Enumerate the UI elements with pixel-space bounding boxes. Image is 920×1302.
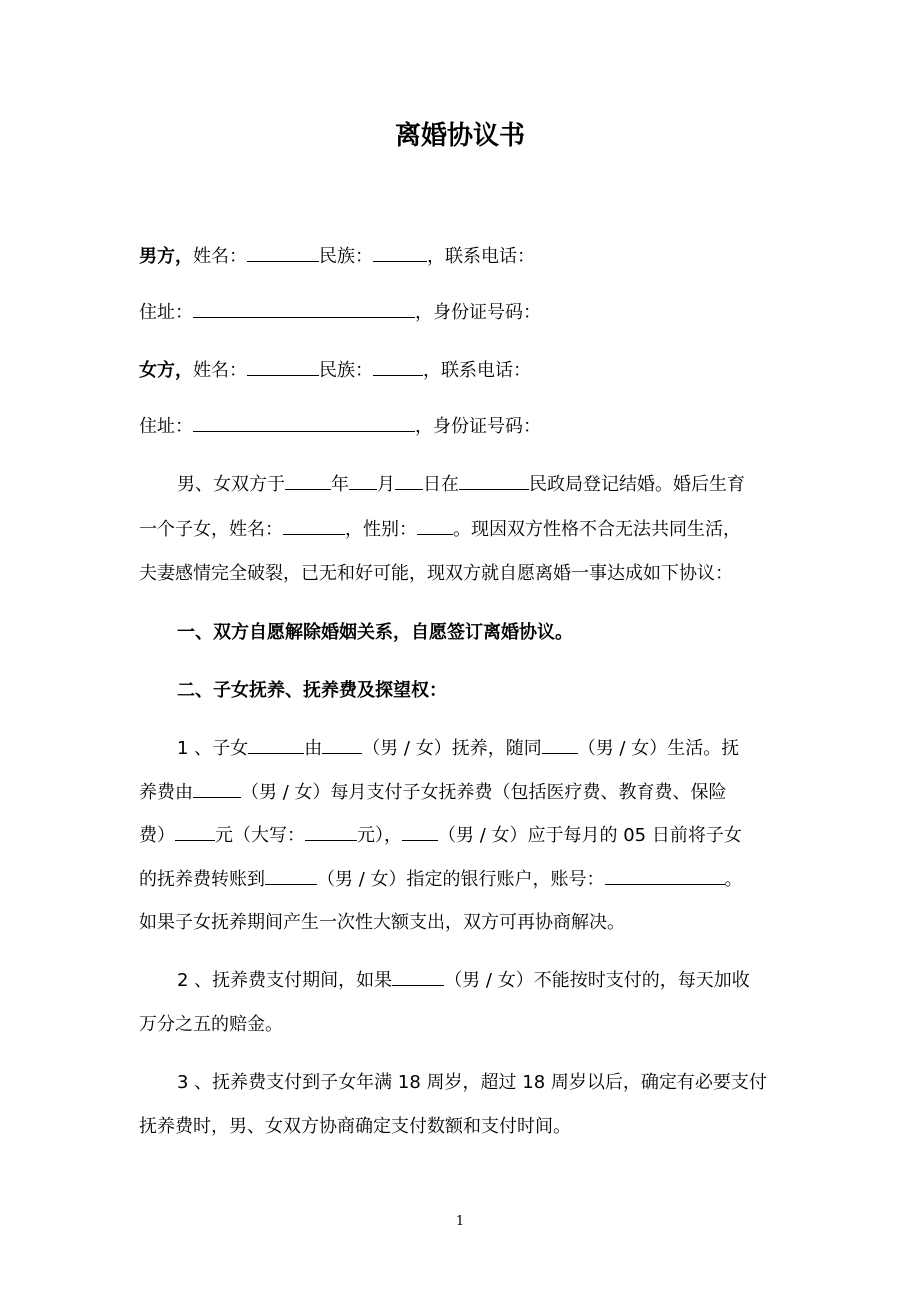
intro-line-1 — [177, 471, 745, 499]
payer-blank — [193, 779, 241, 798]
woman-name-blank — [247, 357, 319, 376]
man-party-label: 男方 — [139, 246, 175, 267]
intro-text: 月 — [377, 474, 395, 495]
man-ethnic-blank — [373, 243, 427, 262]
amount-blank — [175, 822, 215, 841]
item-1-line-4 — [139, 866, 743, 894]
man-address-blank — [193, 299, 415, 318]
item-text: （男 / 女）每月支付子女抚养费（包括医疗费、教育费、保险 — [241, 782, 727, 803]
item-3-line-1: 3 、抚养费支付到子女年满 18 周岁，超过 18 周岁以后，确定有必要支付 — [177, 1072, 767, 1093]
woman-ethnic-blank — [373, 357, 423, 376]
item-2-line-2: 万分之五的赔金。 — [139, 1014, 283, 1035]
defaulter-blank — [392, 967, 444, 986]
woman-address-label: 住址： — [139, 416, 193, 437]
man-ethnic-label: 民族： — [319, 246, 373, 267]
child-gender-blank — [417, 516, 453, 535]
amount-words-blank — [305, 822, 357, 841]
intro-text: 日在 — [423, 474, 459, 495]
woman-ethnic-label: 民族： — [319, 360, 373, 381]
intro-text: 民政局登记结婚。婚后生育 — [529, 474, 745, 495]
day-blank — [395, 471, 423, 490]
item-text: （男 / 女）应于每月的 05 日前将子女 — [438, 825, 742, 846]
intro-text: 男、女双方于 — [177, 474, 285, 495]
intro-line-3: 夫妻感情完全破裂，已无和好可能，现双方就自愿离婚一事达成如下协议： — [139, 563, 733, 584]
account-blank — [605, 866, 725, 885]
item-text: 2 、抚养费支付期间，如果 — [177, 970, 393, 991]
intro-text: 。现因双方性格不合无法共同生活， — [453, 519, 741, 540]
item-text: 元）， — [357, 825, 402, 846]
man-phone-label: ，联系电话： — [427, 246, 535, 267]
item-text: 费） — [139, 825, 175, 846]
intro-text: 一个子女，姓名： — [139, 519, 283, 540]
woman-name-label: 姓名： — [193, 360, 247, 381]
item-text: （男 / 女）生活。抚 — [577, 738, 740, 759]
man-party-comma: ， — [175, 246, 193, 267]
item-3-line-2: 抚养费时，男、女双方协商确定支付数额和支付时间。 — [139, 1116, 571, 1137]
live-with-blank — [542, 735, 578, 754]
bureau-blank — [459, 471, 529, 490]
woman-party-label: 女方 — [139, 360, 175, 381]
month-blank — [349, 471, 377, 490]
item-1-line-2 — [139, 779, 727, 807]
intro-text: ，性别： — [345, 519, 417, 540]
child-name-blank — [283, 516, 345, 535]
clause-2-heading: 二、子女抚养、抚养费及探望权： — [177, 680, 447, 701]
year-blank — [285, 471, 331, 490]
item-1-line-1 — [177, 735, 739, 763]
man-address-line — [139, 299, 541, 327]
item-text: 的抚养费转账到 — [139, 869, 265, 890]
man-id-label: ，身份证号码： — [415, 302, 541, 323]
intro-text: 年 — [331, 474, 349, 495]
item-2-line-1 — [177, 967, 750, 995]
woman-info-line — [139, 357, 531, 385]
item-text: 。 — [724, 869, 743, 890]
item-text: 元（大写： — [215, 825, 305, 846]
woman-address-blank — [193, 413, 415, 432]
payer-2-blank — [402, 822, 438, 841]
item-text: （男 / 女）指定的银行账户，账号： — [317, 869, 605, 890]
woman-party-comma: ， — [175, 360, 193, 381]
clause-1-heading: 一、双方自愿解除婚姻关系，自愿签订离婚协议。 — [177, 622, 573, 643]
payee-blank — [265, 866, 317, 885]
item-text: 养费由 — [139, 782, 193, 803]
item-text: 由 — [304, 738, 323, 759]
woman-id-label: ，身份证号码： — [415, 416, 541, 437]
item-1-line-3 — [139, 822, 742, 850]
man-info-line — [139, 243, 535, 271]
custodian-blank — [322, 735, 362, 754]
man-name-blank — [247, 243, 319, 262]
item-text: 1 、子女 — [177, 738, 249, 759]
woman-phone-label: ，联系电话： — [423, 360, 531, 381]
woman-address-line — [139, 413, 541, 441]
man-name-label: 姓名： — [193, 246, 247, 267]
document-title: 离婚协议书 — [394, 121, 525, 151]
item-text: （男 / 女）不能按时支付的，每天加收 — [444, 970, 750, 991]
child-blank — [248, 735, 304, 754]
page-number: 1 — [455, 1214, 465, 1229]
man-address-label: 住址： — [139, 302, 193, 323]
item-text: （男 / 女）抚养，随同 — [362, 738, 542, 759]
intro-line-2 — [139, 516, 741, 544]
item-1-line-5: 如果子女抚养期间产生一次性大额支出，双方可再协商解决。 — [139, 912, 625, 933]
